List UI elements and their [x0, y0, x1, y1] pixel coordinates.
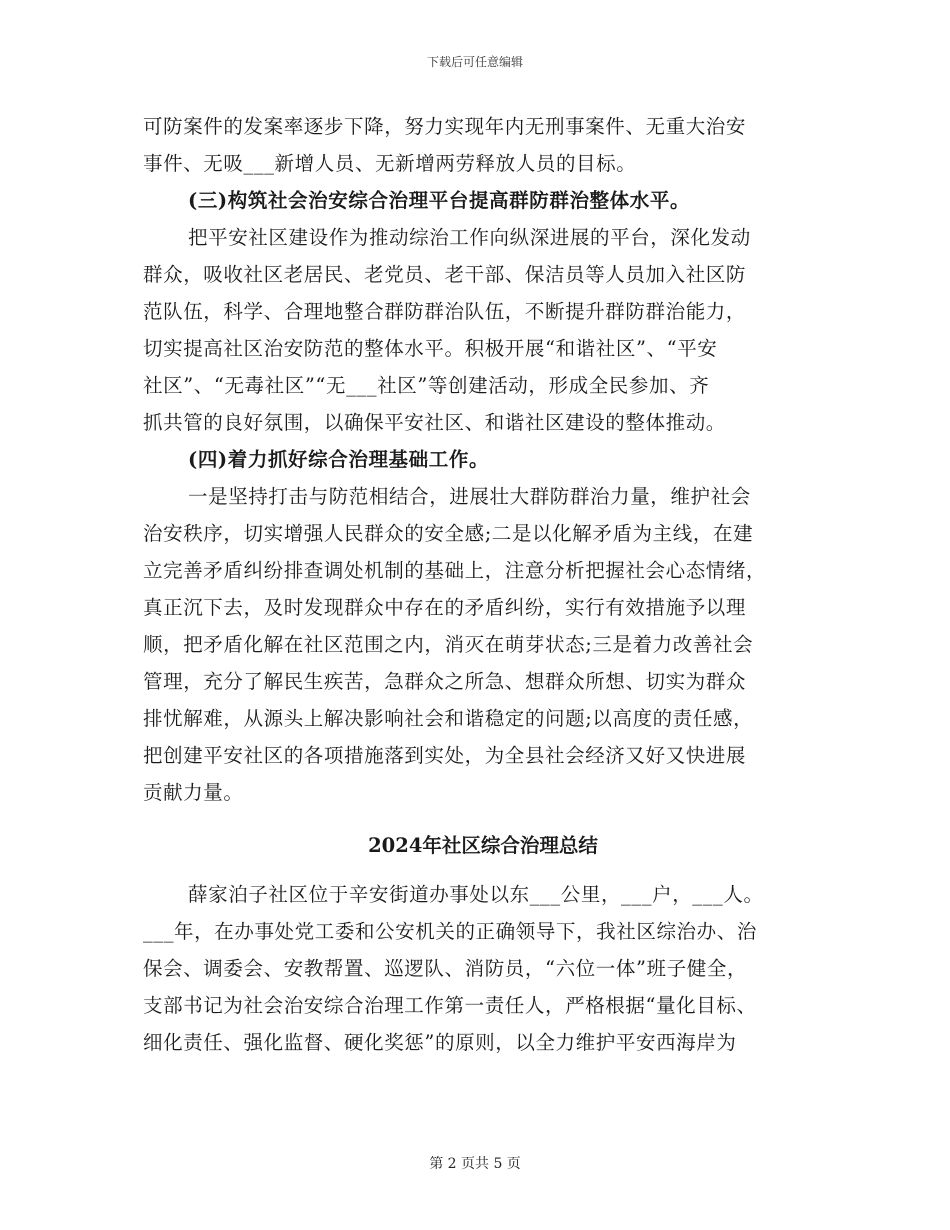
- body-line: 抓共管的良好氛围，以确保平安社区、和谐社区建设的整体推动。: [143, 411, 726, 434]
- section-heading: (四)着力抓好综合治理基础工作。: [188, 448, 490, 471]
- section-heading: (三)构筑社会治安综合治理平台提高群防群治整体水平。: [188, 189, 691, 212]
- page-number: 第 2 页共 5 页: [429, 1156, 521, 1172]
- body-line: 范队伍，科学、合理地整合群防群治队伍，不断提升群防群治能力，: [143, 300, 747, 323]
- body-line: 把平安社区建设作为推动综治工作向纵深进展的平台，深化发动: [188, 226, 751, 249]
- body-line: 薛家泊子社区位于辛安街道办事处以东___公里，___户，___人。: [188, 883, 764, 906]
- body-line: 立完善矛盾纠纷排查调处机制的基础上，注意分析把握社会心态情绪，: [143, 559, 767, 582]
- body-line: ___年，在办事处党工委和公安机关的正确领导下，我社区综治办、治: [143, 920, 757, 943]
- body-line: 真正沉下去，及时发现群众中存在的矛盾纠纷，实行有效措施予以理: [143, 596, 747, 619]
- body-line: 把创建平安社区的各项措施落到实处，为全县社会经济又好又快进展: [143, 744, 747, 767]
- body-line: 切实提高社区治安防范的整体水平。积极开展“和谐社区”、“平安: [143, 337, 718, 360]
- body-line: 可防案件的发案率逐步下降，努力实现年内无刑事案件、无重大治安: [143, 115, 747, 138]
- body-line: 社区”、“无毒社区”“无___社区”等创建活动，形成全民参加、齐: [143, 374, 710, 397]
- body-line: 治安秩序，切实增强人民群众的安全感;二是以化解矛盾为主线，在建: [143, 522, 754, 545]
- body-line: 贡献力量。: [143, 781, 244, 804]
- body-line: 支部书记为社会治安综合治理工作第一责任人，严格根据“量化目标、: [143, 994, 757, 1017]
- body-line: 细化责任、强化监督、硬化奖惩”的原则，以全力维护平安西海岸为: [143, 1031, 737, 1054]
- body-line: 管理，充分了解民生疾苦，急群众之所急、想群众所想、切实为群众: [143, 670, 747, 693]
- body-line: 顺，把矛盾化解在社区范围之内，消灭在萌芽状态;三是着力改善社会: [143, 633, 754, 656]
- body-line: 一是坚持打击与防范相结合，进展壮大群防群治力量，维护社会: [188, 485, 751, 508]
- body-line: 事件、无吸___新增人员、无新增两劳释放人员的目标。: [143, 152, 637, 175]
- body-line: 保会、调委会、安教帮置、巡逻队、消防员，“六位一体”班子健全，: [143, 957, 748, 980]
- document-body: [143, 108, 823, 1061]
- document-title: 2024年社区综合治理总结: [368, 834, 598, 857]
- body-line: 群众，吸收社区老居民、老党员、老干部、保洁员等人员加入社区防: [143, 263, 747, 286]
- header-note: 下载后可任意编辑: [426, 55, 523, 69]
- body-line: 排忧解难，从源头上解决影响社会和谐稳定的问题;以高度的责任感，: [143, 707, 754, 730]
